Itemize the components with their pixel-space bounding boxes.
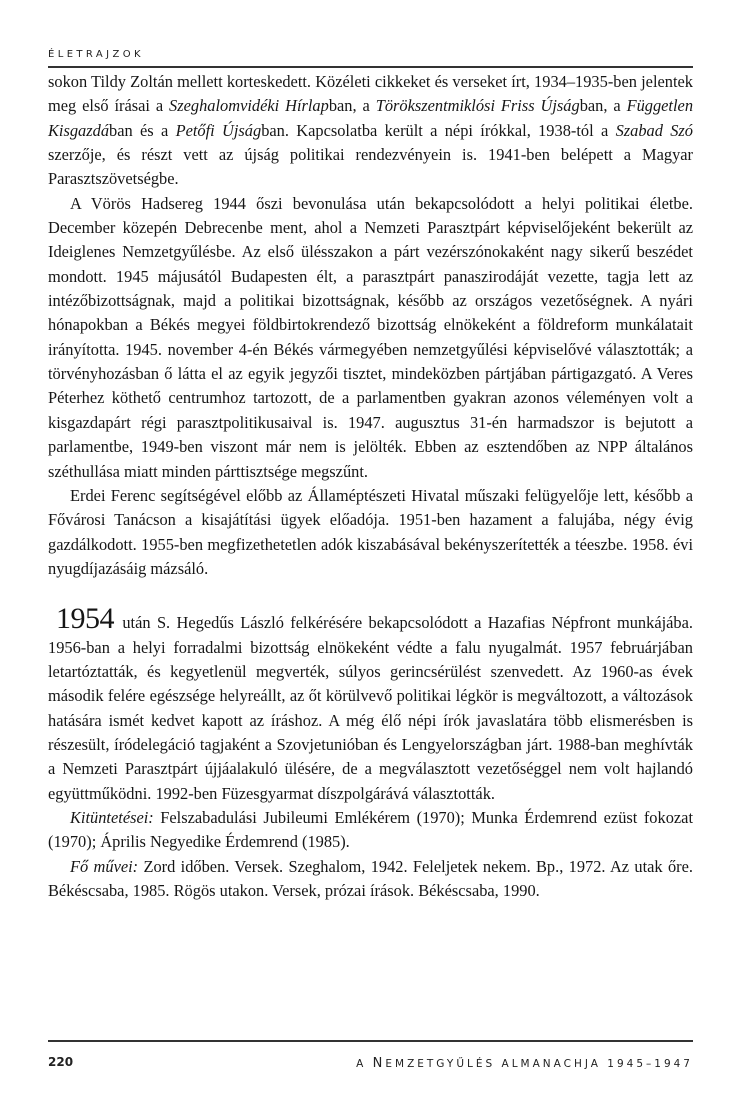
book-title <box>356 1056 693 1071</box>
text-run: ban és a <box>109 120 176 140</box>
footer-rule <box>48 1040 693 1042</box>
body-text <box>48 70 693 903</box>
page-number: 220 <box>48 1055 74 1069</box>
document-page <box>48 0 693 1112</box>
text-run: A <box>356 1058 373 1070</box>
awards-label: Kitüntetései: <box>70 807 154 827</box>
newspaper-title: Szabad Szó <box>615 120 694 140</box>
paragraph-later-years: Erdei Ferenc segítségével előbb az Államéptészeti Hivatal műszaki felügyelője lett, később a Fővárosi Tanácson a kisajátítási ügyek előadója. 1951-ben hazament a falujába, négy évig gazdálkodott. 1955-ben megfizethetetlen adók kiszabásával bekényszerítették a téeszbe. 1958. évi nyugdíjazásáig mázsáló. <box>48 485 693 578</box>
awards-text: Felszabadulási Jubileumi Emlékérem (1970); Munka Érdemrend ezüst fokozat (1970); Április Negyedike Érdemrend (1985). <box>48 807 693 852</box>
paragraph-awards <box>48 806 693 855</box>
text-run: ban, a <box>579 96 627 116</box>
paragraph-1954 <box>48 602 693 806</box>
newspaper-title: Szeghalomvidéki Hírlap <box>169 96 329 116</box>
text-run: ban. Kapcsolatba került a népi írókkal, 1938-tól a <box>261 120 616 140</box>
text-run: EMZETGYŰLÉS ALMANACHJA 1945–1947 <box>385 1058 693 1070</box>
newspaper-title: Törökszentmiklósi Friss Újság <box>375 96 580 116</box>
paragraph-early-career <box>48 70 693 192</box>
text-run: szerzője, és részt vett az újság politikai rendezvényein is. 1941-ben belépett a Magyar Parasztszövetségbe. <box>48 145 693 189</box>
paragraph-political-career: A Vörös Hadsereg 1944 őszi bevonulása után bekapcsolódott a helyi politikai életbe. December közepén Debrecenbe ment, ahol a Nemzeti Parasztpárt képviselőjeként bekerült az Ideiglenes Nemzetgyűlésbe. Az első ülésszakon a párt vezérszónokaként nagy sikerű beszédet mondott. 1945 májusától Budapesten élt, a parasztpárt panaszirodáját vezette, tagja lett az intézőbizottságnak, majd a politikai bizottságnak, később az országos vezetőségnek. A nyári hónapokban a Békés megyei földbirtokrendező bizottság elnökeként a földreform munkálatait irányította. 1945. november 4-én Békés vármegyében nemzetgyűlési képviselővé választották; a törvényhozásban ő látta el az egyik jegyzői tisztet, mindeközben pártjában pártigazgató. A Veres Péterhez köthető centrumhoz tartozott, de a parlamentben gyakran azonos véleményen volt a kisgazdapárt régi parasztpolitikusaival is. 1947. augusztus 31-én harmadszor is bejutott a parlamentbe, 1949-ben viszont már nem is jelölték. Ebben az esztendőben az NPP általános széthullása miatt minden párttisztsége megszűnt. <box>48 193 693 481</box>
text-run: N <box>372 1056 386 1071</box>
text-run: sokon Tildy Zoltán mellett korteskedett. Közéleti cikkeket és verseket írt, 1934–1935-ben jelentek meg első írásai a <box>48 72 693 116</box>
newspaper-title: Független Kisgazdá <box>48 96 694 140</box>
works-label: Fő művei: <box>70 856 139 876</box>
year-heading: 1954 <box>56 602 114 636</box>
header-rule <box>48 66 693 68</box>
section-gap <box>48 581 693 609</box>
paragraph-works <box>48 855 693 904</box>
text-run: ban, a <box>328 96 376 116</box>
running-head: ÉLETRAJZOK <box>48 49 144 60</box>
footer <box>48 1055 693 1073</box>
works-text: Zord időben. Versek. Szeghalom, 1942. Feleljetek nekem. Bp., 1972. Az utak őre. Békéscsaba, 1985. Rögös utakon. Versek, prózai írások. Békéscsaba, 1990. <box>48 856 693 900</box>
newspaper-title: Petőfi Újság <box>175 120 262 140</box>
text-run: után S. Hegedűs László felkérésére bekapcsolódott a Hazafias Népfront munkájába. 1956-ban a helyi forradalmi bizottság elnökeként védte a falu nyugalmát. 1957 februárjában letartóztatták, és kegyetlenül megverték, súlyos gerincsérülést szenvedett. Az 1960-as évek második felére egészsége helyreállt, az őt körülvevő politikai légkör is megváltozott, a változások hatására ismét kedvet kapott az íráshoz. A még élő népi írók javaslatára több elismerésben is részesült, íródelegáció tagjaként a Szovjetunióban és Lengyelországban járt. 1988-ban meghívták a Nemzeti Parasztpárt újjáalakuló ülésére, de a megválasztott vezetőséggel nem volt hajlandó együttműködni. 1992-ben Füzesgyarmat díszpolgárává választották. <box>48 613 693 803</box>
